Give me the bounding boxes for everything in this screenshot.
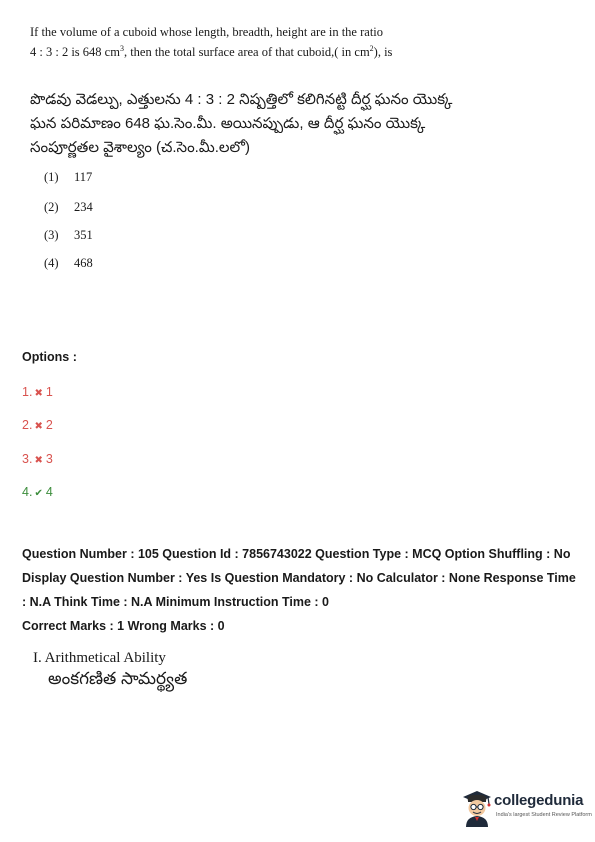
collegedunia-logo: [460, 788, 590, 832]
section-heading: [33, 648, 187, 690]
question-telugu: [30, 88, 570, 160]
metadata-line-3: : N.A Think Time : N.A Minimum Instruction Time : 0: [22, 595, 329, 609]
brand-tagline: India's largest Student Review Platform: [496, 812, 592, 818]
cross-icon: ✖: [34, 421, 43, 432]
question-english-line-1: If the volume of a cuboid whose length, breadth, height are in the ratio: [30, 25, 384, 39]
section-title-english: I. Arithmetical Ability: [33, 650, 166, 666]
marks-line: Correct Marks : 1 Wrong Marks : 0: [22, 619, 225, 633]
option-2: 2. ✖ 2: [22, 418, 53, 432]
choice-3: (3) 351: [44, 228, 93, 242]
metadata-line-1: Question Number : 105 Question Id : 7856743022 Question Type : MCQ Option Shuffling : No: [22, 547, 571, 561]
choice-2: (2) 234: [44, 200, 93, 214]
choice-1: (1) 117: [44, 170, 93, 184]
section-title-telugu: అంకగణిత సామర్థ్యత: [48, 669, 188, 688]
question-telugu-line-1: పొడవు వెడల్పు, ఎత్తులను 4 : 3 : 2 నిష్పత్తిలో కలిగినట్టి దీర్ఘ ఘనం యొక్క: [30, 91, 453, 108]
brand-name: collegedunia: [494, 792, 584, 809]
option-3: 3. ✖ 3: [22, 452, 53, 466]
question-telugu-line-3: సంపూర్ణతల వైశాల్యం (చ.సెం.మీ.లలో): [30, 139, 250, 156]
option-1: 1. ✖ 1: [22, 385, 53, 399]
check-icon: ✔: [34, 488, 43, 499]
choice-4: (4) 468: [44, 256, 93, 270]
question-telugu-line-2: ఘన పరిమాణం 648 ఘ.సెం.మీ. అయినప్పుడు, ఆ దీర్ఘ ఘనం యొక్క: [30, 115, 426, 132]
cross-icon: ✖: [34, 455, 43, 466]
cross-icon: ✖: [34, 388, 43, 399]
graduate-mascot-icon: [460, 788, 494, 828]
option-4: 4. ✔ 4: [22, 485, 53, 499]
question-metadata: [22, 542, 578, 638]
question-english: [30, 22, 570, 62]
options-title: Options :: [22, 350, 77, 364]
metadata-line-2: Display Question Number : Yes Is Question Mandatory : No Calculator : None Response Time: [22, 571, 576, 585]
question-english-line-2: 4 : 3 : 2 is 648 $cm^3$, then the total surface area of that cuboid,( in $cm^2$), is: [30, 43, 393, 59]
